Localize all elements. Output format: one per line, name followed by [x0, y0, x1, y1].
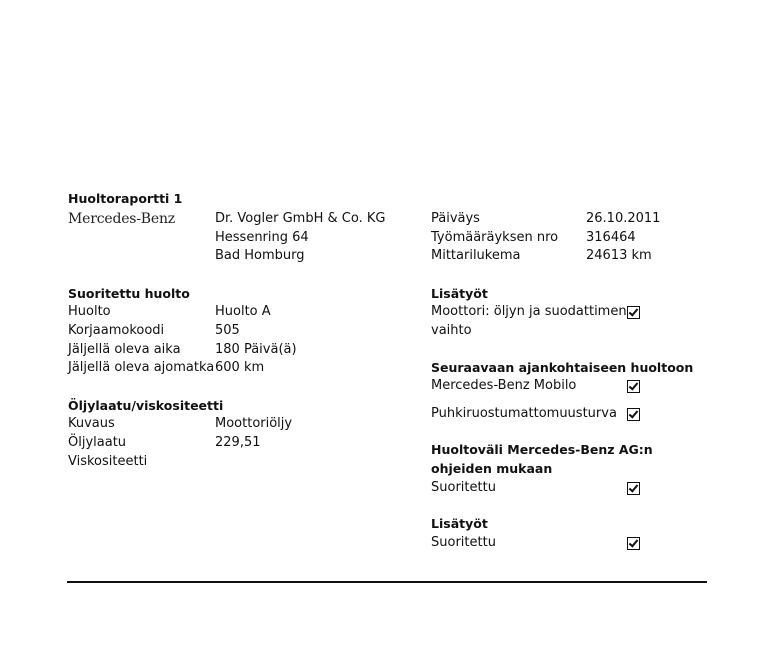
service-row [68, 322, 431, 341]
meta-row [431, 210, 707, 229]
service-value: Huolto A [215, 304, 271, 320]
service-row [68, 303, 431, 322]
service-value: 600 km [215, 360, 265, 376]
interval-label: Suoritettu [431, 479, 496, 495]
oil-heading: Öljylaatu/viskositeetti [68, 397, 224, 413]
oil-row [68, 434, 431, 453]
oil-label: Viskositeetti [68, 453, 148, 469]
checkbox-checked-icon [627, 408, 640, 421]
dealer-name: Dr. Vogler GmbH & Co. KG [215, 211, 386, 226]
mercedes-benz-logo: Mercedes-Benz [68, 211, 175, 227]
dealer-city: Bad Homburg [215, 248, 305, 264]
oil-row [68, 453, 431, 472]
oil-value: Moottoriöljy [215, 416, 293, 432]
checkbox-checked-icon [627, 306, 640, 319]
extra-work-label: Moottori: öljyn ja suodattimen vaihto [431, 304, 627, 338]
dealer-street: Hessenring 64 [215, 229, 309, 245]
left-column [68, 210, 431, 552]
meta-row [431, 229, 707, 248]
checkbox-checked-icon [627, 380, 640, 393]
service-label: Jäljellä oleva aika [68, 341, 181, 357]
interval-item [431, 479, 707, 498]
meta-value: 316464 [586, 229, 636, 245]
meta-value: 26.10.2011 [586, 211, 661, 226]
service-report [68, 190, 707, 552]
extra-work-2-label: Suoritettu [431, 534, 496, 550]
report-title: Huoltoraportti 1 [68, 191, 183, 206]
extra-work-item [431, 303, 707, 340]
oil-row [68, 415, 431, 434]
service-label: Huolto [68, 304, 111, 320]
service-row [68, 341, 431, 360]
bottom-divider [67, 581, 707, 583]
service-heading: Suoritettu huolto [68, 285, 190, 301]
service-label: Korjaamokoodi [68, 322, 165, 338]
interval-heading: Huoltoväli Mercedes-Benz AG:n ohjeiden mukaan [431, 442, 653, 476]
checkbox-checked-icon [627, 482, 640, 495]
extra-work-2-heading: Lisätyöt [431, 516, 488, 532]
meta-value: 24613 km [586, 248, 652, 264]
checkbox-checked-icon [627, 537, 640, 550]
next-service-item [431, 405, 707, 424]
next-service-label: Puhkiruostumattomuusturva [431, 405, 617, 421]
meta-label: Mittarilukema [431, 248, 521, 264]
meta-row [431, 247, 707, 266]
oil-label: Kuvaus [68, 416, 115, 432]
service-value: 505 [215, 322, 240, 338]
extra-work-2-item [431, 534, 707, 553]
meta-label: Työmääräyksen nro [431, 229, 559, 245]
service-row [68, 359, 431, 378]
extra-work-heading: Lisätyöt [431, 285, 488, 301]
service-label: Jäljellä oleva ajomatka [68, 360, 215, 376]
next-service-heading: Seuraavaan ajankohtaiseen huoltoon [431, 359, 694, 375]
oil-label: Öljylaatu [68, 434, 127, 450]
next-service-item [431, 377, 707, 396]
service-value: 180 Päivä(ä) [215, 341, 297, 357]
right-column [431, 210, 707, 552]
meta-label: Päiväys [431, 211, 480, 226]
next-service-label: Mercedes-Benz Mobilo [431, 378, 577, 394]
oil-value: 229,51 [215, 434, 261, 450]
